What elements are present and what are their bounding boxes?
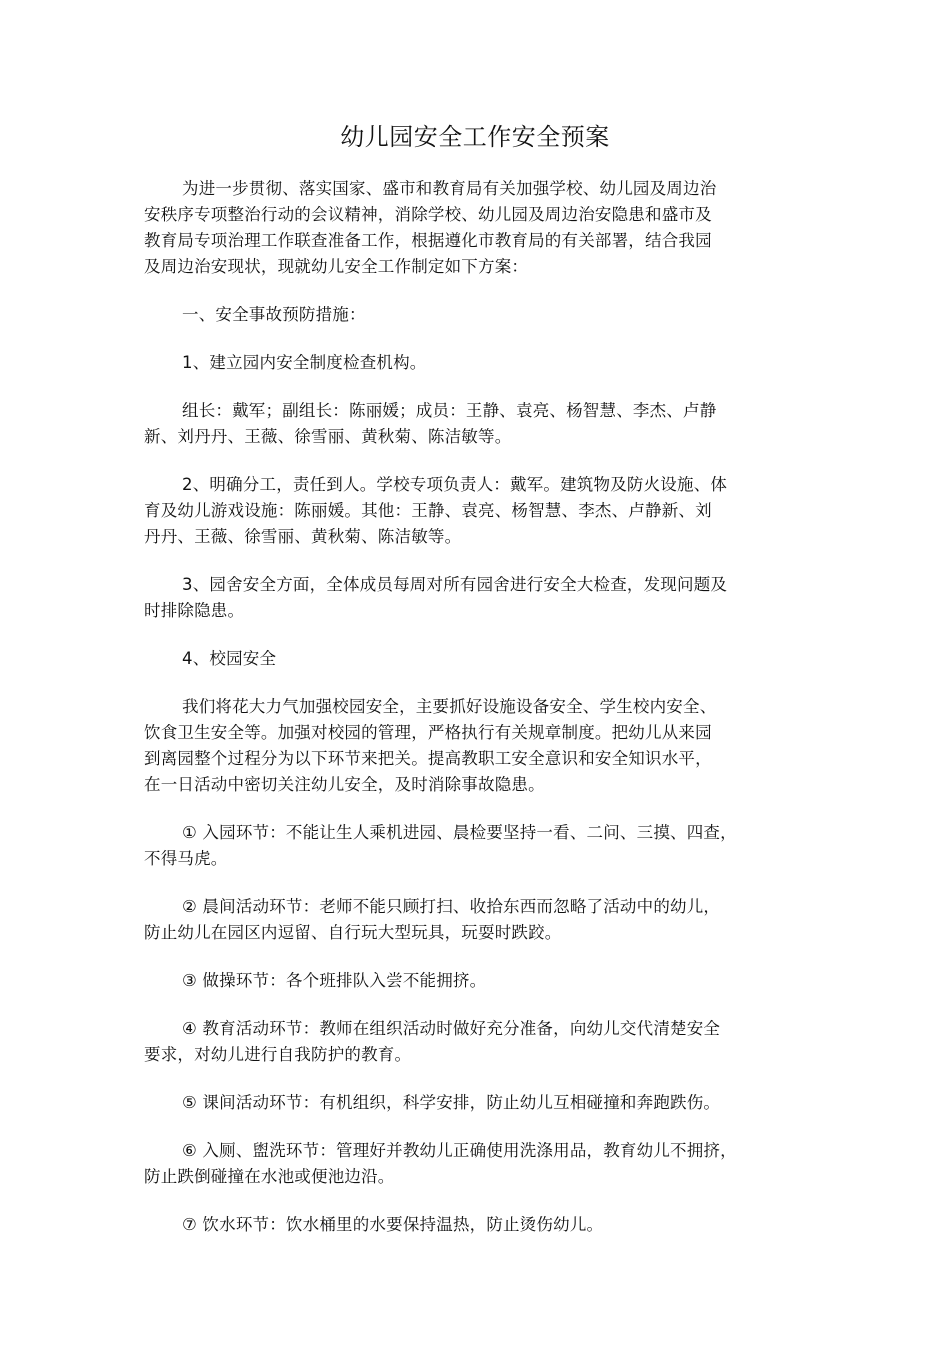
paragraph-item-4: 4、校园安全 (182, 649, 277, 668)
paragraph-step-1: ① 入园环节：不能让生人乘机进园、晨检要坚持一看、二问、三摸、四查， 不得马虎。 (144, 823, 737, 868)
paragraph-step-7: ⑦ 饮水环节：饮水桶里的水要保持温热，防止烫伤幼儿。 (182, 1215, 604, 1234)
paragraph-step-3: ③ 做操环节：各个班排队入尝不能拥挤。 (182, 971, 487, 990)
document-body (144, 176, 784, 1260)
paragraph-step-4: ④ 教育活动环节：教师在组织活动时做好充分准备，向幼儿交代清楚安全 要求，对幼儿进行自我防护的教育。 (144, 1019, 721, 1064)
paragraph-step-5: ⑤ 课间活动环节：有机组织，科学安排，防止幼儿互相碰撞和奔跑跌伤。 (182, 1093, 721, 1112)
paragraph-members: 组长：戴军；副组长：陈丽媛；成员：王静、袁亮、杨智慧、李杰、卢静 新、刘丹丹、王薇、徐雪丽、黄秋菊、陈洁敏等。 (144, 401, 717, 446)
paragraph-item-2: 2、明确分工，责任到人。学校专项负责人：戴军。建筑物及防火设施、体 育及幼儿游戏设施：陈丽媛。其他：王静、袁亮、杨智慧、李杰、卢静新、刘 丹丹、王薇、徐雪丽、黄秋菊、陈洁敏等。 (144, 475, 728, 546)
paragraph-step-6: ⑥ 入厕、盥洗环节：管理好并教幼儿正确使用洗涤用品，教育幼儿不拥挤， 防止跌倒碰撞在水池或便池边沿。 (144, 1141, 737, 1186)
paragraph-item-1: 1、建立园内安全制度检查机构。 (182, 353, 427, 372)
paragraph-section-heading: 一、安全事故预防措施： (182, 305, 366, 324)
paragraph-item-3: 3、园舍安全方面，全体成员每周对所有园舍进行安全大检查，发现问题及 时排除隐患。 (144, 575, 728, 620)
document-title: 幼儿园安全工作安全预案 (340, 123, 610, 151)
paragraph-intro: 为进一步贯彻、落实国家、盛市和教育局有关加强学校、幼儿园及周边治 安秩序专项整治行动的会议精神，消除学校、幼儿园及周边治安隐患和盛市及 教育局专项治理工作联查准备工作，根据遵化市教育局的有关部署，结合我园 及周边治安现状，现就幼儿安全工作制定如下方案： (144, 179, 717, 276)
paragraph-step-2: ② 晨间活动环节：老师不能只顾打扫、收拾东西而忽略了活动中的幼儿， 防止幼儿在园区内逗留、自行玩大型玩具，玩耍时跌跤。 (144, 897, 721, 942)
paragraph-campus-safety: 我们将花大力气加强校园安全，主要抓好设施设备安全、学生校内安全、 饮食卫生安全等。加强对校园的管理，严格执行有关规章制度。把幼儿从来园 到离园整个过程分为以下环节来把关。提高教职工安全意识和安全知识水平， 在一日活动中密切关注幼儿安全，及时消除事故隐患。 (144, 697, 717, 794)
